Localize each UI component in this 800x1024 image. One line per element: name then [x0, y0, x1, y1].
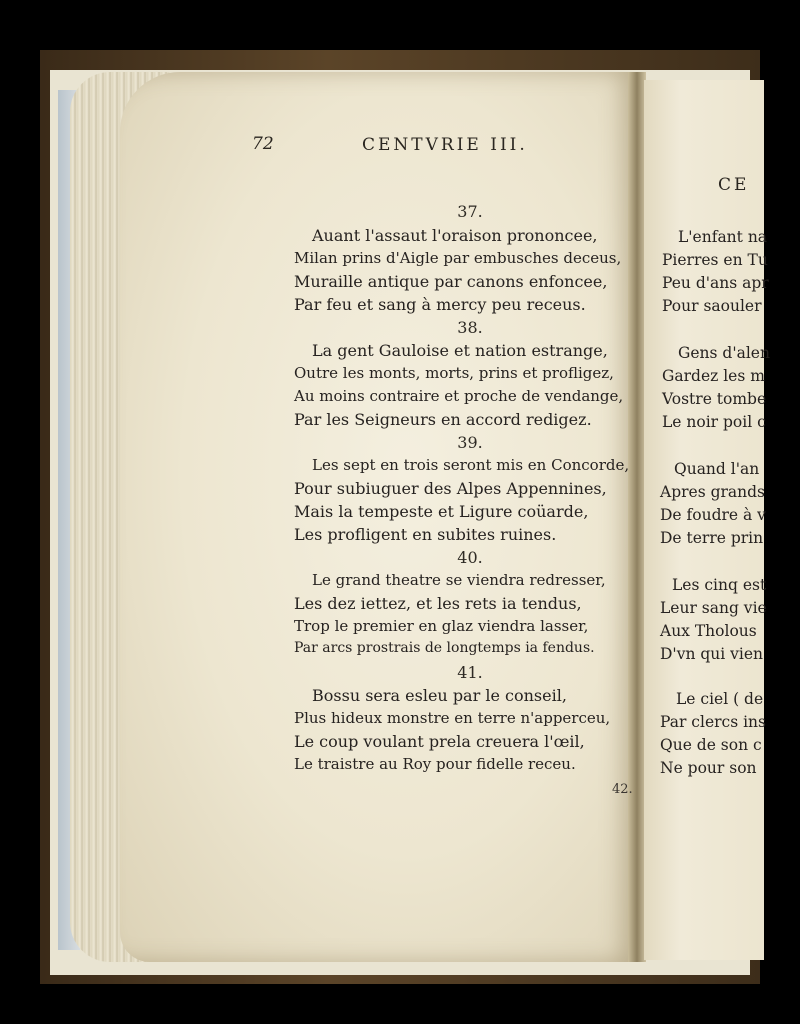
right-verse-line: De terre prin	[660, 529, 764, 547]
right-verse-line: De foudre à v	[660, 506, 766, 524]
verse-line: Les profligent en subites ruines.	[294, 525, 557, 544]
verse-line: Plus hideux monstre en terre n'apperceu,	[294, 709, 611, 727]
right-verse-line: Le ciel ( de	[676, 690, 764, 708]
right-verse-line: Quand l'an	[674, 460, 760, 478]
verse-line: Mais la tempeste et Ligure coüarde,	[294, 502, 589, 521]
verse-line: Muraille antique par canons enfoncee,	[294, 272, 608, 291]
verse-line: Le traistre au Roy pour fidelle receu.	[294, 755, 576, 773]
verse-line: Milan prins d'Aigle par embusches deceus,	[294, 249, 622, 267]
right-verse-line: L'enfant na	[678, 228, 768, 246]
right-verse-line: D'vn qui vien	[660, 645, 764, 663]
verse-line: Le coup voulant prela creuera l'œil,	[294, 732, 585, 751]
quatrain-number: 37.	[457, 202, 483, 221]
verse-line: Au moins contraire et proche de vendange,	[294, 387, 624, 405]
right-verse-line: Que de son c	[660, 736, 762, 754]
page-number: 72	[252, 134, 274, 154]
quatrain-number: 39.	[457, 433, 483, 452]
right-verse-line: Vostre tombe	[662, 390, 767, 408]
verse-line: Le grand theatre se viendra redresser,	[312, 571, 606, 589]
catchword: 42.	[612, 782, 633, 797]
verse-line: Par arcs prostrais de longtemps ia fendus.	[294, 640, 595, 656]
quatrain-number: 41.	[457, 663, 483, 682]
verse-line: Pour subiuguer des Alpes Appennines,	[294, 479, 607, 498]
running-head: CENTVRIE III.	[362, 135, 528, 155]
verse-line: Trop le premier en glaz viendra lasser,	[294, 617, 589, 635]
quatrain-number: 38.	[457, 318, 483, 337]
right-verse-line: Aux Tholous	[660, 622, 757, 640]
right-verse-line: Pierres en Tu	[662, 251, 768, 269]
right-verse-line: Le noir poil c	[662, 413, 766, 431]
right-verse-line: Ne pour son	[660, 759, 757, 777]
verse-line: Auant l'assaut l'oraison prononcee,	[312, 226, 598, 245]
verse-line: Outre les monts, morts, prins et profligez,	[294, 364, 614, 382]
right-verse-line: Apres grands	[660, 483, 766, 501]
verse-line: Bossu sera esleu par le conseil,	[312, 686, 567, 705]
right-verse-line: Les cinq est	[672, 576, 767, 594]
verse-line: Les sept en trois seront mis en Concorde,	[312, 456, 630, 474]
right-running-head: CE	[718, 175, 750, 195]
right-verse-line: Pour saouler	[662, 297, 762, 315]
right-verse-line: Gens d'alen	[678, 344, 770, 362]
verse-line: Les dez iettez, et les rets ia tendus,	[294, 594, 582, 613]
right-verse-line: Leur sang vie	[660, 599, 767, 617]
verse-line: Par feu et sang à mercy peu receus.	[294, 295, 586, 314]
right-verse-line: Gardez les m	[662, 367, 765, 385]
right-verse-line: Par clercs ins	[660, 713, 766, 731]
right-verse-line: Peu d'ans apr	[662, 274, 769, 292]
quatrain-number: 40.	[457, 548, 483, 567]
verse-line: La gent Gauloise et nation estrange,	[312, 341, 608, 360]
verse-line: Par les Seigneurs en accord redigez.	[294, 410, 592, 429]
